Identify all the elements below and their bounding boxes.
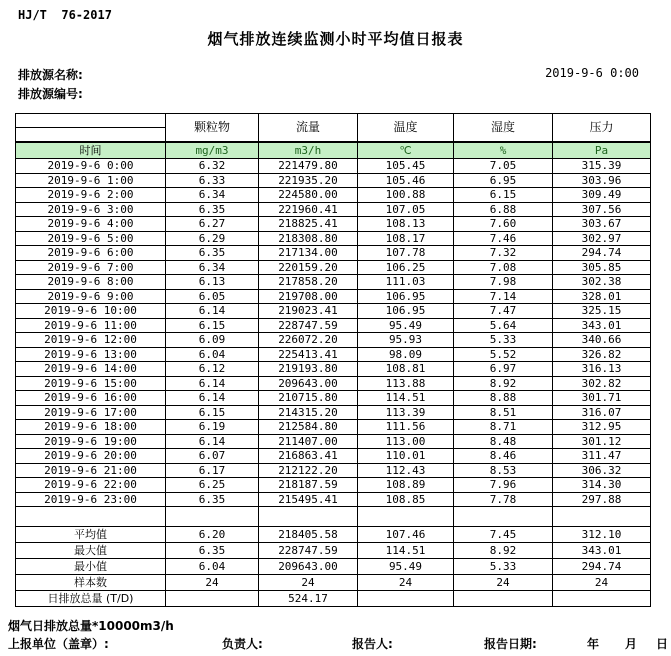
value-cell: 6.15 bbox=[166, 318, 259, 333]
year-label: 年 bbox=[587, 637, 600, 651]
spacer-cell bbox=[358, 507, 454, 527]
value-cell bbox=[553, 591, 651, 607]
value-cell bbox=[358, 591, 454, 607]
time-header-blank-bottom bbox=[16, 128, 166, 143]
value-cell: 217858.20 bbox=[259, 275, 358, 290]
value-cell: 6.15 bbox=[166, 405, 259, 420]
value-cell: 8.53 bbox=[454, 463, 553, 478]
value-cell bbox=[454, 591, 553, 607]
value-cell: 100.88 bbox=[358, 188, 454, 203]
unit-particulate: mg/m3 bbox=[166, 142, 259, 159]
value-cell: 214315.20 bbox=[259, 405, 358, 420]
value-cell: 24 bbox=[358, 575, 454, 591]
value-cell: 6.14 bbox=[166, 304, 259, 319]
value-cell: 221935.20 bbox=[259, 173, 358, 188]
value-cell: 6.04 bbox=[166, 347, 259, 362]
unit-row bbox=[16, 142, 651, 159]
value-cell: 8.92 bbox=[454, 543, 553, 559]
value-cell: 6.34 bbox=[166, 188, 259, 203]
value-cell: 6.05 bbox=[166, 289, 259, 304]
value-cell: 114.51 bbox=[358, 543, 454, 559]
value-cell: 220159.20 bbox=[259, 260, 358, 275]
table-row bbox=[16, 217, 651, 232]
value-cell: 301.12 bbox=[553, 434, 651, 449]
value-cell: 6.20 bbox=[166, 527, 259, 543]
page-title: 烟气排放连续监测小时平均值日报表 bbox=[207, 30, 464, 48]
value-cell: 7.96 bbox=[454, 478, 553, 493]
time-cell: 2019-9-6 23:00 bbox=[16, 492, 166, 507]
value-cell: 6.14 bbox=[166, 391, 259, 406]
value-cell: 113.39 bbox=[358, 405, 454, 420]
value-cell: 105.45 bbox=[358, 159, 454, 174]
unit-flow: m3/h bbox=[259, 142, 358, 159]
value-cell: 112.43 bbox=[358, 463, 454, 478]
table-row bbox=[16, 304, 651, 319]
value-cell: 224580.00 bbox=[259, 188, 358, 203]
value-cell: 24 bbox=[454, 575, 553, 591]
report-date-label: 报告日期: bbox=[484, 637, 537, 651]
value-cell: 305.85 bbox=[553, 260, 651, 275]
value-cell: 209643.00 bbox=[259, 559, 358, 575]
value-cell: 8.71 bbox=[454, 420, 553, 435]
responsible-person-label: 负责人: bbox=[222, 637, 263, 651]
time-cell: 2019-9-6 16:00 bbox=[16, 391, 166, 406]
table-row bbox=[16, 231, 651, 246]
value-cell: 7.45 bbox=[454, 527, 553, 543]
value-cell: 108.85 bbox=[358, 492, 454, 507]
value-cell: 6.35 bbox=[166, 202, 259, 217]
value-cell: 215495.41 bbox=[259, 492, 358, 507]
value-cell: 221479.80 bbox=[259, 159, 358, 174]
unit-temperature: ℃ bbox=[358, 142, 454, 159]
table-row bbox=[16, 318, 651, 333]
value-cell: 6.34 bbox=[166, 260, 259, 275]
value-cell: 294.74 bbox=[553, 246, 651, 261]
summary-rows bbox=[16, 527, 651, 607]
time-cell: 2019-9-6 13:00 bbox=[16, 347, 166, 362]
time-header-label: 时间 bbox=[16, 142, 166, 159]
value-cell: 6.17 bbox=[166, 463, 259, 478]
value-cell: 302.38 bbox=[553, 275, 651, 290]
value-cell: 7.46 bbox=[454, 231, 553, 246]
time-cell: 2019-9-6 21:00 bbox=[16, 463, 166, 478]
value-cell: 340.66 bbox=[553, 333, 651, 348]
time-cell: 2019-9-6 0:00 bbox=[16, 159, 166, 174]
table-row bbox=[16, 275, 651, 290]
value-cell: 218187.59 bbox=[259, 478, 358, 493]
value-cell bbox=[166, 591, 259, 607]
value-cell: 218308.80 bbox=[259, 231, 358, 246]
spacer-cell bbox=[16, 507, 166, 527]
reporter-label: 报告人: bbox=[352, 637, 393, 651]
value-cell: 8.46 bbox=[454, 449, 553, 464]
value-cell: 294.74 bbox=[553, 559, 651, 575]
value-cell: 7.14 bbox=[454, 289, 553, 304]
value-cell: 105.46 bbox=[358, 173, 454, 188]
table-row bbox=[16, 202, 651, 217]
time-cell: 2019-9-6 4:00 bbox=[16, 217, 166, 232]
value-cell: 524.17 bbox=[259, 591, 358, 607]
time-cell: 2019-9-6 1:00 bbox=[16, 173, 166, 188]
time-cell: 2019-9-6 15:00 bbox=[16, 376, 166, 391]
value-cell: 111.56 bbox=[358, 420, 454, 435]
value-cell: 98.09 bbox=[358, 347, 454, 362]
value-cell: 6.35 bbox=[166, 543, 259, 559]
value-cell: 218405.58 bbox=[259, 527, 358, 543]
value-cell: 8.88 bbox=[454, 391, 553, 406]
table-row bbox=[16, 420, 651, 435]
table-row bbox=[16, 289, 651, 304]
table-row bbox=[16, 492, 651, 507]
value-cell: 6.07 bbox=[166, 449, 259, 464]
table-row bbox=[16, 463, 651, 478]
time-header-blank-top bbox=[16, 114, 166, 128]
value-cell: 7.47 bbox=[454, 304, 553, 319]
value-cell: 228747.59 bbox=[259, 543, 358, 559]
value-cell: 7.60 bbox=[454, 217, 553, 232]
value-cell: 7.08 bbox=[454, 260, 553, 275]
table-row bbox=[16, 188, 651, 203]
value-cell: 107.05 bbox=[358, 202, 454, 217]
summary-label-cell: 最小值 bbox=[16, 559, 166, 575]
value-cell: 307.56 bbox=[553, 202, 651, 217]
value-cell: 6.14 bbox=[166, 376, 259, 391]
value-cell: 6.19 bbox=[166, 420, 259, 435]
value-cell: 343.01 bbox=[553, 318, 651, 333]
time-cell: 2019-9-6 18:00 bbox=[16, 420, 166, 435]
value-cell: 7.98 bbox=[454, 275, 553, 290]
report-table bbox=[15, 113, 651, 607]
value-cell: 8.48 bbox=[454, 434, 553, 449]
column-header-pressure: 压力 bbox=[553, 114, 651, 143]
value-cell: 316.07 bbox=[553, 405, 651, 420]
value-cell: 113.88 bbox=[358, 376, 454, 391]
time-cell: 2019-9-6 6:00 bbox=[16, 246, 166, 261]
table-row bbox=[16, 347, 651, 362]
summary-label-cell: 样本数 bbox=[16, 575, 166, 591]
value-cell: 212122.20 bbox=[259, 463, 358, 478]
value-cell: 6.15 bbox=[454, 188, 553, 203]
value-cell: 6.14 bbox=[166, 434, 259, 449]
summary-label-cell: 最大值 bbox=[16, 543, 166, 559]
table-row bbox=[16, 559, 651, 575]
daily-total-note: 烟气日排放总量*10000m3/h bbox=[8, 619, 174, 633]
value-cell: 6.27 bbox=[166, 217, 259, 232]
table-row bbox=[16, 362, 651, 377]
value-cell: 297.88 bbox=[553, 492, 651, 507]
value-cell: 328.01 bbox=[553, 289, 651, 304]
time-cell: 2019-9-6 11:00 bbox=[16, 318, 166, 333]
value-cell: 218825.41 bbox=[259, 217, 358, 232]
value-cell: 111.03 bbox=[358, 275, 454, 290]
value-cell: 303.67 bbox=[553, 217, 651, 232]
value-cell: 219023.41 bbox=[259, 304, 358, 319]
table-row bbox=[16, 575, 651, 591]
spacer-cell bbox=[259, 507, 358, 527]
time-cell: 2019-9-6 3:00 bbox=[16, 202, 166, 217]
time-cell: 2019-9-6 7:00 bbox=[16, 260, 166, 275]
source-code-label: 排放源编号: bbox=[18, 87, 83, 101]
value-cell: 219193.80 bbox=[259, 362, 358, 377]
table-row bbox=[16, 543, 651, 559]
value-cell: 302.82 bbox=[553, 376, 651, 391]
column-header-temperature: 温度 bbox=[358, 114, 454, 143]
day-label: 日 bbox=[656, 637, 669, 651]
header-row-top bbox=[16, 114, 651, 128]
value-cell: 5.64 bbox=[454, 318, 553, 333]
value-cell: 5.33 bbox=[454, 559, 553, 575]
value-cell: 24 bbox=[553, 575, 651, 591]
value-cell: 24 bbox=[259, 575, 358, 591]
spacer-cell bbox=[166, 507, 259, 527]
value-cell: 303.96 bbox=[553, 173, 651, 188]
value-cell: 301.71 bbox=[553, 391, 651, 406]
value-cell: 95.49 bbox=[358, 559, 454, 575]
value-cell: 325.15 bbox=[553, 304, 651, 319]
time-cell: 2019-9-6 2:00 bbox=[16, 188, 166, 203]
time-cell: 2019-9-6 19:00 bbox=[16, 434, 166, 449]
value-cell: 106.95 bbox=[358, 289, 454, 304]
table-row bbox=[16, 434, 651, 449]
value-cell: 216863.41 bbox=[259, 449, 358, 464]
time-cell: 2019-9-6 9:00 bbox=[16, 289, 166, 304]
value-cell: 108.81 bbox=[358, 362, 454, 377]
value-cell: 211407.00 bbox=[259, 434, 358, 449]
value-cell: 219708.00 bbox=[259, 289, 358, 304]
value-cell: 6.29 bbox=[166, 231, 259, 246]
table-row bbox=[16, 333, 651, 348]
value-cell: 114.51 bbox=[358, 391, 454, 406]
value-cell: 95.93 bbox=[358, 333, 454, 348]
value-cell: 108.17 bbox=[358, 231, 454, 246]
value-cell: 107.46 bbox=[358, 527, 454, 543]
summary-label-cell: 平均值 bbox=[16, 527, 166, 543]
table-row bbox=[16, 591, 651, 607]
value-cell: 225413.41 bbox=[259, 347, 358, 362]
time-cell: 2019-9-6 10:00 bbox=[16, 304, 166, 319]
value-cell: 226072.20 bbox=[259, 333, 358, 348]
time-cell: 2019-9-6 22:00 bbox=[16, 478, 166, 493]
value-cell: 24 bbox=[166, 575, 259, 591]
value-cell: 212584.80 bbox=[259, 420, 358, 435]
value-cell: 312.95 bbox=[553, 420, 651, 435]
value-cell: 6.25 bbox=[166, 478, 259, 493]
value-cell: 314.30 bbox=[553, 478, 651, 493]
value-cell: 7.05 bbox=[454, 159, 553, 174]
reporting-unit-label: 上报单位（盖章）: bbox=[8, 637, 109, 651]
time-cell: 2019-9-6 20:00 bbox=[16, 449, 166, 464]
value-cell: 6.04 bbox=[166, 559, 259, 575]
value-cell: 6.32 bbox=[166, 159, 259, 174]
table-row bbox=[16, 405, 651, 420]
value-cell: 113.00 bbox=[358, 434, 454, 449]
column-header-particulate: 颗粒物 bbox=[166, 114, 259, 143]
table-row bbox=[16, 376, 651, 391]
time-cell: 2019-9-6 17:00 bbox=[16, 405, 166, 420]
value-cell: 311.47 bbox=[553, 449, 651, 464]
value-cell: 110.01 bbox=[358, 449, 454, 464]
month-label: 月 bbox=[625, 637, 638, 651]
value-cell: 343.01 bbox=[553, 543, 651, 559]
value-cell: 312.10 bbox=[553, 527, 651, 543]
column-header-flow: 流量 bbox=[259, 114, 358, 143]
time-cell: 2019-9-6 8:00 bbox=[16, 275, 166, 290]
value-cell: 6.35 bbox=[166, 492, 259, 507]
table-row bbox=[16, 159, 651, 174]
value-cell: 302.97 bbox=[553, 231, 651, 246]
time-cell: 2019-9-6 14:00 bbox=[16, 362, 166, 377]
source-name-label: 排放源名称: bbox=[18, 68, 83, 82]
value-cell: 6.88 bbox=[454, 202, 553, 217]
value-cell: 210715.80 bbox=[259, 391, 358, 406]
table-row bbox=[16, 391, 651, 406]
report-datetime: 2019-9-6 0:00 bbox=[545, 66, 639, 80]
value-cell: 6.09 bbox=[166, 333, 259, 348]
data-rows bbox=[16, 159, 651, 507]
value-cell: 106.25 bbox=[358, 260, 454, 275]
summary-label-cell: 日排放总量 (T/D) bbox=[16, 591, 166, 607]
time-cell: 2019-9-6 5:00 bbox=[16, 231, 166, 246]
spacer-cell bbox=[454, 507, 553, 527]
unit-humidity: % bbox=[454, 142, 553, 159]
value-cell: 326.82 bbox=[553, 347, 651, 362]
value-cell: 5.33 bbox=[454, 333, 553, 348]
value-cell: 217134.00 bbox=[259, 246, 358, 261]
value-cell: 6.33 bbox=[166, 173, 259, 188]
spacer-cell bbox=[553, 507, 651, 527]
table-row bbox=[16, 173, 651, 188]
spacer-section bbox=[16, 507, 651, 527]
value-cell: 8.51 bbox=[454, 405, 553, 420]
table-row bbox=[16, 246, 651, 261]
column-header-humidity: 湿度 bbox=[454, 114, 553, 143]
value-cell: 6.95 bbox=[454, 173, 553, 188]
value-cell: 6.12 bbox=[166, 362, 259, 377]
value-cell: 108.13 bbox=[358, 217, 454, 232]
value-cell: 5.52 bbox=[454, 347, 553, 362]
value-cell: 7.78 bbox=[454, 492, 553, 507]
value-cell: 6.35 bbox=[166, 246, 259, 261]
value-cell: 6.97 bbox=[454, 362, 553, 377]
value-cell: 228747.59 bbox=[259, 318, 358, 333]
value-cell: 6.13 bbox=[166, 275, 259, 290]
value-cell: 315.39 bbox=[553, 159, 651, 174]
value-cell: 316.13 bbox=[553, 362, 651, 377]
value-cell: 8.92 bbox=[454, 376, 553, 391]
value-cell: 7.32 bbox=[454, 246, 553, 261]
time-cell: 2019-9-6 12:00 bbox=[16, 333, 166, 348]
value-cell: 108.89 bbox=[358, 478, 454, 493]
value-cell: 95.49 bbox=[358, 318, 454, 333]
spacer-row bbox=[16, 507, 651, 527]
value-cell: 221960.41 bbox=[259, 202, 358, 217]
value-cell: 209643.00 bbox=[259, 376, 358, 391]
table-row bbox=[16, 260, 651, 275]
unit-pressure: Pa bbox=[553, 142, 651, 159]
table-row bbox=[16, 449, 651, 464]
value-cell: 309.49 bbox=[553, 188, 651, 203]
table-header bbox=[16, 114, 651, 159]
value-cell: 107.78 bbox=[358, 246, 454, 261]
value-cell: 306.32 bbox=[553, 463, 651, 478]
table-row bbox=[16, 527, 651, 543]
value-cell: 106.95 bbox=[358, 304, 454, 319]
standard-number: HJ/T 76-2017 bbox=[18, 8, 112, 22]
table-row bbox=[16, 478, 651, 493]
